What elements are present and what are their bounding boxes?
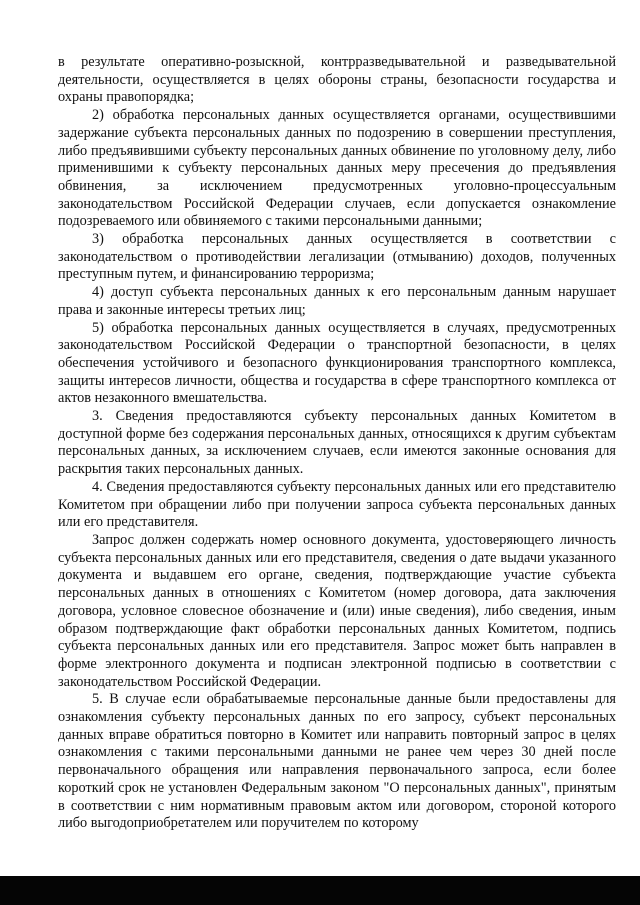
paragraph-section-5: 5. В случае если обрабатываемые персональные данные были предоставлены для ознакомления субъекту персональных данных по его запросу, субъект персональных данных вправе обратиться повторно в Комитет или направить повторный запрос в целях ознакомления с такими персональными данными не ранее чем через 30 дней после первоначального обращения или направления первоначального запроса, если более короткий срок не установлен Федеральным законом "О персональных данных", принятым в соответствии с ним нормативным правовым актом или договором, стороной которого либо выгодоприобретателем или поручителем по которому <box>58 691 616 832</box>
document-page <box>58 54 616 833</box>
paragraph-request-requirements: Запрос должен содержать номер основного документа, удостоверяющего личность субъекта персональных данных или его представителя, сведения о дате выдачи указанного документа и выдавшем его органе, сведения, подтверждающие участие субъекта персональных данных в отношениях с Комитетом (номер договора, дата заключения договора, условное словесное обозначение и (или) иные сведения), либо сведения, иным образом подтверждающие факт обработки персональных данных Комитетом, подпись субъекта персональных данных или его представителя. Запрос может быть направлен в форме электронного документа и подписан электронной подписью в соответствии с законодательством Российской Федерации. <box>58 531 616 690</box>
paragraph-section-3: 3. Сведения предоставляются субъекту персональных данных Комитетом в доступной форме без содержания персональных данных, относящихся к другим субъектам персональных данных, за исключением случаев, если имеются законные основания для раскрытия таких персональных данных. <box>58 408 616 478</box>
paragraph-item-2: 2) обработка персональных данных осуществляется органами, осуществившими задержание субъекта персональных данных по подозрению в совершении преступления, либо предъявившими субъекту персональных данных обвинение по уголовному делу, либо применившими к субъекту персональных данных меру пресечения до предъявления обвинения, за исключением предусмотренных уголовно-процессуальным законодательством Российской Федерации случаев, если допускается ознакомление подозреваемого или обвиняемого с такими персональными данными; <box>58 107 616 230</box>
paragraph-item-3: 3) обработка персональных данных осуществляется в соответствии с законодательством о противодействии легализации (отмыванию) доходов, полученных преступным путем, и финансированию терроризма; <box>58 231 616 283</box>
paragraph-item-4: 4) доступ субъекта персональных данных к его персональным данным нарушает права и законные интересы третьих лиц; <box>58 284 616 318</box>
paragraph-section-4: 4. Сведения предоставляются субъекту персональных данных или его представителю Комитетом при обращении либо при получении запроса субъекта персональных данных или его представителя. <box>58 478 616 531</box>
paragraph-item-5: 5) обработка персональных данных осуществляется в случаях, предусмотренных законодательством Российской Федерации о транспортной безопасности, в целях обеспечения устойчивого и безопасного функционирования транспортного комплекса, защиты интересов личности, общества и государства в сфере транспортного комплекса от актов незаконного вмешательства. <box>58 319 616 407</box>
scan-bottom-border <box>0 876 640 905</box>
paragraph-continuation: в результате оперативно-розыскной, контрразведывательной и разведывательной деятельности, осуществляется в целях обороны страны, безопасности государства и охраны правопорядка; <box>58 54 616 106</box>
